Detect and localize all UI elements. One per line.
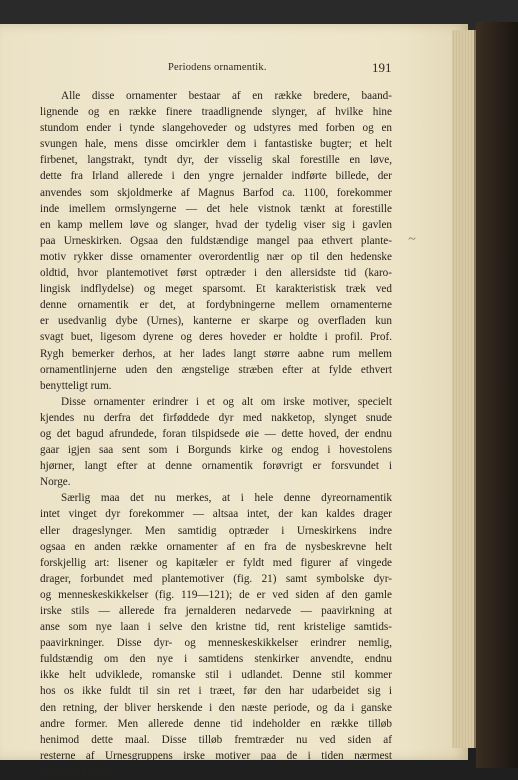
text-line: og det bagud afrundede, foran tilspidsede øie — dette hoved, der endnu: [40, 427, 392, 440]
text-line: ornamentlinjerne uden den ængstelige stræben efter at fylde ethvert: [40, 363, 392, 376]
text-line: paavirkninger. Disse dyr- og menneskeskikkelser erindrer nemlig,: [40, 637, 392, 650]
text-line: svungen hale, mens disse omcirkler dem i fantastiske bugter; et helt: [40, 138, 392, 151]
text-line: irske stils — allerede fra jernalderen nedarvede — paavirkning at: [40, 605, 392, 617]
text-line: anse som nye laan i selve den kristne tid, rent kristelige samtids-: [40, 621, 392, 634]
text-line: følgende kirker.: [40, 765, 111, 778]
text-line: Særlig maa det nu merkes, at i hele denne dyreornamentik: [61, 492, 392, 505]
text-line: Disse ornamenter erindrer i et og alt om irske motiver, specielt: [61, 395, 392, 408]
text-line: intet vinget dyr forekommer — altsaa intet, der kan kaldes drager: [40, 508, 392, 521]
text-line: og menneskeskikkelser (fig. 119—121); de er ved siden af den gamle: [40, 588, 392, 601]
page-number: 191: [372, 60, 392, 75]
text-line: svagt buet, ligesom dyrene og deres hoveder er holdte i profil. Prof.: [40, 331, 392, 344]
text-line: kjendes nu derfra det firføddede dyr med nakketop, slynget snude: [40, 411, 392, 424]
text-line: resterne af Urnesgruppens irske motiver paa de i tiden nærmest: [40, 749, 392, 762]
text-line: Alle disse ornamenter bestaar af en række bredere, baand-: [61, 90, 392, 102]
page-edges: [452, 30, 476, 748]
text-line: lignende og en række finere traadlignende slynger, af hvilke hine: [40, 106, 392, 119]
text-line: paa Urneskirken. Ogsaa den fuldstændige mangel paa ethvert plante-: [40, 234, 392, 247]
text-line: ogsaa en anden række ornamenter af en fra de nysbeskrevne helt: [40, 540, 392, 553]
pencil-margin-mark: ~: [408, 232, 416, 247]
text-line: ikke helt udviklede, romanske stil i udlandet. Denne stil kommer: [40, 669, 392, 682]
text-line: eller drageslynger. Men samtidig optræder i Urneskirkens indre: [40, 524, 392, 537]
text-line: hjørner, langt efter at denne ornamentik forøvrigt er forsvundet i: [40, 460, 392, 473]
text-line: inde imellem ormslyngerne — det hele vistnok tænkt at forestille: [40, 202, 392, 215]
body-text: [40, 88, 392, 780]
text-line: benytteligt rum.: [40, 379, 112, 392]
text-line: drager, forbundet med plantemotiver (fig. 21) samt symbolske dyr-: [40, 572, 392, 585]
book-cover-edge: [476, 22, 518, 768]
running-title: Periodens ornamentik.: [168, 62, 267, 73]
text-line: gaar igjen saa sent som i Borgunds kirke og endog i hovestolens: [40, 444, 392, 457]
text-line: henimod dette maal. Disse tilløb fremtræder nu ved siden af: [40, 733, 392, 746]
text-line: stundom ender i tynde slangehoveder og udstyres med forben og en: [40, 122, 392, 135]
text-line: dette fra Irland allerede i den yngre jernalder indførte billede, der: [40, 170, 392, 183]
text-line: den retning, der bliver herskende i den næste periode, og da i ganske: [40, 701, 392, 714]
text-line: motiv rykker disse ornamenter overordentlig nær op til den hedenske: [40, 250, 392, 263]
text-line: hos os ikke fuldt til sin ret i træet, før den har udarbeidet sig i: [40, 685, 392, 698]
text-line: firbenet, langstrakt, tyndt dyr, der visselig skal forestille en løve,: [40, 154, 392, 167]
text-line: anvendes som skjoldmerke af Magnus Barfod ca. 1100, forekommer: [40, 186, 392, 199]
text-line: fuldstændig om den nye i samtidens stenkirker anvendte, endnu: [40, 653, 392, 666]
text-line: oldtid, hvor plantemotivet først optræder i den allersidste tid (karo-: [40, 267, 392, 280]
text-line: denne ornamentik er det, at fordybningerne mellem ornamenterne: [40, 299, 392, 312]
text-line: lingisk indflydelse) og meget sparsomt. Et karakteristisk træk ved: [40, 283, 392, 296]
page-header: [0, 60, 440, 78]
text-line: Rygh bemerker derhos, at her lades langt større aabne rum mellem: [40, 347, 392, 360]
text-line: forskjellig art: lisener og kapitæler er fyldt med figurer af vingede: [40, 556, 392, 569]
text-line: andre former. Men allerede denne tid indeholder en række tilløb: [40, 717, 392, 730]
text-line: Norge.: [40, 476, 71, 489]
text-line: en kamp mellem løve og slanger, hvad der tydelig viser sig i gavlen: [40, 218, 392, 231]
text-line: er usedvanlig dybe (Urnes), kanterne er skarpe og overfladen kun: [40, 315, 392, 328]
